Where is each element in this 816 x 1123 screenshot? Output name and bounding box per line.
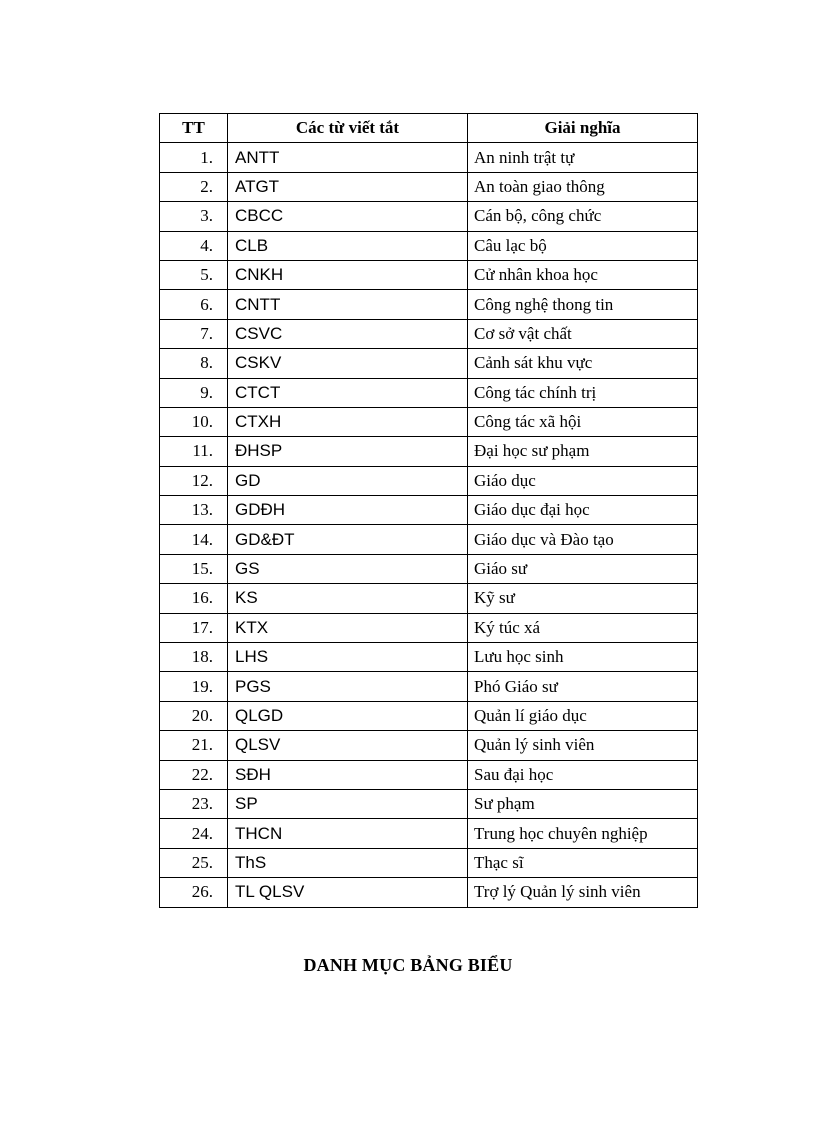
meaning-cell: Đại học sư phạm xyxy=(468,437,698,466)
abbreviation-cell: TL QLSV xyxy=(228,878,468,907)
table-row xyxy=(160,407,698,436)
abbreviation-cell: SP xyxy=(228,789,468,818)
row-number: 25. xyxy=(160,848,228,877)
table-row xyxy=(160,643,698,672)
row-number: 26. xyxy=(160,878,228,907)
meaning-cell: Cơ sở vật chất xyxy=(468,319,698,348)
abbreviation-cell: CTCT xyxy=(228,378,468,407)
meaning-cell: Trợ lý Quản lý sinh viên xyxy=(468,878,698,907)
meaning-cell: Công nghệ thong tin xyxy=(468,290,698,319)
row-number: 10. xyxy=(160,407,228,436)
table-row xyxy=(160,378,698,407)
table-row xyxy=(160,172,698,201)
abbreviation-cell: ANTT xyxy=(228,143,468,172)
table-row xyxy=(160,789,698,818)
row-number: 11. xyxy=(160,437,228,466)
table-row xyxy=(160,672,698,701)
table-row xyxy=(160,819,698,848)
meaning-cell: Công tác xã hội xyxy=(468,407,698,436)
row-number: 22. xyxy=(160,760,228,789)
table-row xyxy=(160,260,698,289)
row-number: 4. xyxy=(160,231,228,260)
abbreviation-cell: THCN xyxy=(228,819,468,848)
meaning-cell: Phó Giáo sư xyxy=(468,672,698,701)
row-number: 16. xyxy=(160,584,228,613)
meaning-cell: Giáo dục đại học xyxy=(468,496,698,525)
abbreviation-cell: PGS xyxy=(228,672,468,701)
meaning-cell: Cảnh sát khu vực xyxy=(468,349,698,378)
meaning-cell: Giáo dục và Đào tạo xyxy=(468,525,698,554)
table-row xyxy=(160,848,698,877)
abbreviation-cell: CSKV xyxy=(228,349,468,378)
meaning-cell: Câu lạc bộ xyxy=(468,231,698,260)
row-number: 17. xyxy=(160,613,228,642)
abbreviation-cell: GS xyxy=(228,554,468,583)
meaning-cell: Thạc sĩ xyxy=(468,848,698,877)
meaning-cell: Cử nhân khoa học xyxy=(468,260,698,289)
meaning-cell: Ký túc xá xyxy=(468,613,698,642)
abbreviation-cell: CSVC xyxy=(228,319,468,348)
meaning-cell: Quản lý sinh viên xyxy=(468,731,698,760)
row-number: 21. xyxy=(160,731,228,760)
abbreviation-cell: LHS xyxy=(228,643,468,672)
table-row xyxy=(160,584,698,613)
abbreviation-cell: CNKH xyxy=(228,260,468,289)
table-row xyxy=(160,466,698,495)
abbreviation-cell: ThS xyxy=(228,848,468,877)
meaning-cell: Giáo sư xyxy=(468,554,698,583)
abbreviation-cell: CBCC xyxy=(228,202,468,231)
table-row xyxy=(160,202,698,231)
abbreviation-cell: GD xyxy=(228,466,468,495)
row-number: 24. xyxy=(160,819,228,848)
table-row xyxy=(160,143,698,172)
row-number: 19. xyxy=(160,672,228,701)
abbreviation-cell: GDĐH xyxy=(228,496,468,525)
table-row xyxy=(160,525,698,554)
row-number: 23. xyxy=(160,789,228,818)
meaning-cell: Quản lí giáo dục xyxy=(468,701,698,730)
table-body xyxy=(160,143,698,907)
meaning-cell: Sau đại học xyxy=(468,760,698,789)
table-row xyxy=(160,496,698,525)
meaning-cell: An toàn giao thông xyxy=(468,172,698,201)
row-number: 2. xyxy=(160,172,228,201)
meaning-cell: Cán bộ, công chức xyxy=(468,202,698,231)
header-tt: TT xyxy=(160,114,228,143)
table-header-row xyxy=(160,114,698,143)
section-title: DANH MỤC BẢNG BIỂU xyxy=(303,955,513,975)
meaning-cell: Lưu học sinh xyxy=(468,643,698,672)
abbreviation-cell: CNTT xyxy=(228,290,468,319)
row-number: 1. xyxy=(160,143,228,172)
abbreviation-cell: ATGT xyxy=(228,172,468,201)
row-number: 18. xyxy=(160,643,228,672)
row-number: 14. xyxy=(160,525,228,554)
row-number: 3. xyxy=(160,202,228,231)
table-row xyxy=(160,554,698,583)
abbreviation-cell: SĐH xyxy=(228,760,468,789)
row-number: 13. xyxy=(160,496,228,525)
header-abbreviation: Các từ viết tắt xyxy=(228,114,468,143)
table-row xyxy=(160,437,698,466)
abbreviation-cell: CTXH xyxy=(228,407,468,436)
table-row xyxy=(160,319,698,348)
abbreviation-cell: KS xyxy=(228,584,468,613)
row-number: 9. xyxy=(160,378,228,407)
row-number: 6. xyxy=(160,290,228,319)
row-number: 15. xyxy=(160,554,228,583)
abbreviation-cell: CLB xyxy=(228,231,468,260)
meaning-cell: An ninh trật tự xyxy=(468,143,698,172)
header-meaning: Giải nghĩa xyxy=(468,114,698,143)
table-row xyxy=(160,701,698,730)
row-number: 7. xyxy=(160,319,228,348)
meaning-cell: Công tác chính trị xyxy=(468,378,698,407)
abbreviation-cell: ĐHSP xyxy=(228,437,468,466)
meaning-cell: Sư phạm xyxy=(468,789,698,818)
abbreviation-cell: QLGD xyxy=(228,701,468,730)
table-row xyxy=(160,760,698,789)
meaning-cell: Trung học chuyên nghiệp xyxy=(468,819,698,848)
table-row xyxy=(160,231,698,260)
row-number: 12. xyxy=(160,466,228,495)
abbreviation-table xyxy=(159,113,698,908)
table-row xyxy=(160,290,698,319)
row-number: 8. xyxy=(160,349,228,378)
abbreviation-cell: KTX xyxy=(228,613,468,642)
abbreviation-cell: QLSV xyxy=(228,731,468,760)
row-number: 20. xyxy=(160,701,228,730)
meaning-cell: Giáo dục xyxy=(468,466,698,495)
table-row xyxy=(160,731,698,760)
meaning-cell: Kỹ sư xyxy=(468,584,698,613)
abbreviation-cell: GD&ĐT xyxy=(228,525,468,554)
table-row xyxy=(160,878,698,907)
table-row xyxy=(160,613,698,642)
table-row xyxy=(160,349,698,378)
row-number: 5. xyxy=(160,260,228,289)
